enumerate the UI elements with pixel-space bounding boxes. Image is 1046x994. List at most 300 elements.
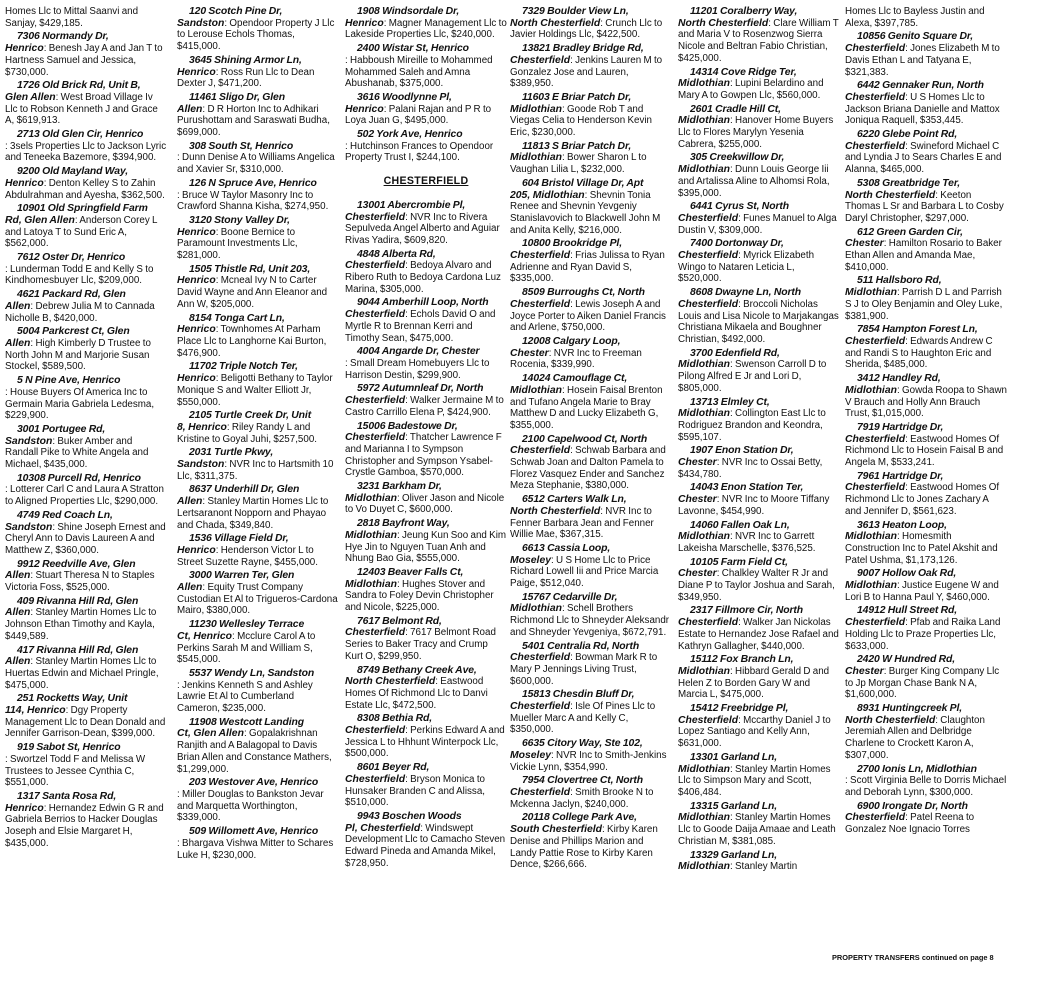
- property-address: 1505 Thistle Rd, Unit 203,: [189, 263, 311, 275]
- transfer-entry: [177, 717, 339, 776]
- transfer-details: [345, 141, 507, 164]
- property-locality: 205, Midlothian: [510, 189, 585, 201]
- transfer-details: [510, 104, 672, 139]
- column-2: [177, 6, 339, 992]
- transfer-entry: [345, 713, 507, 760]
- property-locality: Midlothian: [510, 603, 562, 615]
- property-locality: Midlothian: [510, 103, 562, 115]
- property-address: 3001 Portugee Rd,: [17, 423, 106, 435]
- transfer-parties-price: : Magner Management Llc to Lakeside Properties Llc, $240,000.: [345, 17, 507, 41]
- transfer-parties-price: : NVR Inc to Garrett Lakeisha Marschelle, $376,525.: [678, 531, 816, 554]
- transfer-details: [345, 212, 507, 247]
- property-locality: Chesterfield: [678, 617, 739, 629]
- property-address: 15813 Chesdin Bluff Dr,: [522, 689, 635, 701]
- property-locality: Allen: [5, 656, 31, 668]
- transfer-details: [510, 55, 672, 90]
- property-locality: Midlothian: [678, 115, 730, 127]
- transfer-details: [678, 408, 840, 443]
- transfer-details: [177, 582, 339, 617]
- transfer-entry: [345, 92, 507, 127]
- transfer-entry: [5, 203, 167, 250]
- transfer-entry: [5, 6, 167, 29]
- transfer-parties-price: : Palani Rajan and P R to Loya Juan G, $495,000.: [345, 103, 492, 127]
- transfer-entry: [678, 67, 840, 102]
- transfer-entry: [177, 668, 339, 715]
- transfer-parties-price: : Stanley Martin Homes Llc to Huertas Edwin and Michael Pringle, $475,000.: [5, 656, 159, 691]
- transfer-details: [678, 164, 840, 199]
- transfer-details: [5, 570, 167, 593]
- transfer-parties-price: : Stanley Martin Homes Llc to Johnson Ethan Timothy and Kayla, $449,589.: [5, 607, 157, 642]
- transfer-details: [510, 787, 672, 810]
- transfer-entry: [510, 592, 672, 639]
- transfer-entry: [845, 80, 1007, 127]
- property-locality: Midlothian: [678, 164, 730, 176]
- property-address: 10308 Purcell Rd, Henrico: [17, 472, 141, 484]
- property-address: 1317 Santa Rosa Rd,: [17, 791, 117, 802]
- transfer-parties-price: : Stanley Martin Homes Llc to Lertsaranont Nopporn and Phayao and Chada, $349,840.: [177, 496, 329, 531]
- transfer-details: [5, 484, 167, 507]
- transfer-details: [177, 324, 339, 359]
- property-address: 6613 Cassia Loop,: [522, 542, 611, 554]
- transfer-entry: [845, 764, 1007, 799]
- property-address: 11702 Triple Notch Ter,: [189, 361, 298, 373]
- property-address: 6442 Gennaker Run, North: [857, 80, 984, 92]
- transfer-details: [5, 754, 167, 789]
- property-address: 7919 Hartridge Dr,: [857, 421, 944, 433]
- transfer-parties-price: : Lunderman Todd E and Kelly S to Kindhomesbuyer Llc, $209,000.: [5, 263, 154, 287]
- transfer-entry: [678, 605, 840, 652]
- transfer-details: [5, 6, 167, 29]
- transfer-parties-price: : Chalkley Walter R Jr and Diane P to Taylor Joshua and Sarah, $349,950.: [678, 568, 835, 603]
- transfer-entry: [510, 543, 672, 590]
- transfer-entry: [5, 80, 167, 127]
- transfer-parties-price: : Lewis Joseph A and Joyce Porter to Aiken Daniel Francis and Arlene, $750,000.: [510, 298, 666, 334]
- transfer-details: [845, 190, 1007, 225]
- property-address: 203 Westover Ave, Henrico: [189, 777, 319, 789]
- transfer-details: [5, 178, 167, 201]
- transfer-details: [678, 531, 840, 554]
- property-locality: Chesterfield: [678, 714, 739, 726]
- property-address: 8509 Burroughs Ct, North: [522, 287, 645, 299]
- transfer-details: [177, 459, 339, 482]
- transfer-parties-price: : Edwards Andrew C and Randi S to Haughton Eric and Sherida, $485,000.: [845, 335, 993, 371]
- property-locality: Chesterfield: [345, 725, 406, 737]
- transfer-details: [510, 652, 672, 687]
- property-locality: North Chesterfield: [510, 505, 601, 517]
- transfer-entry: [845, 31, 1007, 78]
- transfer-details: [345, 358, 507, 381]
- property-locality: North Chesterfield: [510, 17, 601, 29]
- transfer-entry: [345, 665, 507, 712]
- transfer-entry: [5, 596, 167, 643]
- transfer-details: [345, 579, 507, 614]
- transfer-parties-price: : Habboush Mireille to Mohammed Mohammed Saleh and Amna Abushanab, $375,000.: [345, 54, 493, 90]
- property-address: 13329 Garland Ln,: [690, 849, 778, 861]
- property-address: 502 York Ave, Henrico: [357, 129, 463, 141]
- transfer-details: [510, 603, 672, 638]
- footer-continued: continued on page 8: [921, 953, 994, 962]
- property-address: 9044 Amberhill Loop, North: [357, 297, 489, 309]
- property-locality: Henrico: [5, 43, 44, 55]
- transfer-parties-price: : D R Horton Inc to Adhikari Purushottam and Saraswati Budha, $699,000.: [177, 103, 330, 139]
- transfer-entry: [177, 533, 339, 568]
- transfer-parties-price: : NVR Inc to Smith-Jenkins Vickie Lynn, $354,990.: [510, 749, 667, 773]
- property-locality: Chesterfield: [845, 43, 906, 55]
- property-locality: Chesterfield: [678, 212, 739, 224]
- transfer-entry: [845, 801, 1007, 836]
- transfer-entry: [510, 689, 672, 736]
- transfer-details: [177, 545, 339, 568]
- property-locality: North Chesterfield: [345, 676, 436, 688]
- property-address: 3700 Edenfield Rd,: [690, 347, 780, 359]
- property-locality: Chester: [510, 347, 549, 359]
- transfer-details: [678, 78, 840, 101]
- property-locality: Henrico: [177, 275, 216, 287]
- transfer-parties-price: : Dunn Denise A to Williams Angelica and Xavier Sr, $310,000.: [177, 152, 335, 176]
- property-locality: Henrico: [5, 802, 44, 814]
- transfer-parties-price: : Boone Bernice to Paramount Investments Llc, $281,000.: [177, 226, 298, 262]
- property-locality: Chester: [678, 457, 717, 469]
- property-locality: 114, Henrico: [5, 705, 66, 717]
- property-locality: Allen: [5, 337, 31, 349]
- property-locality: Henrico: [345, 103, 384, 115]
- property-address: 11201 Coralberry Way,: [690, 6, 798, 17]
- property-address: 4848 Alberta Rd,: [357, 248, 436, 260]
- transfer-entry: [678, 801, 840, 848]
- transfer-details: [845, 238, 1007, 273]
- transfer-parties-price: : U S Home Llc to Price Richard Lowell Iii and Price Marcia Paige, $512,040.: [510, 554, 659, 590]
- transfer-parties-price: : Funes Manuel to Alga Dustin V, $309,000.: [678, 212, 837, 236]
- transfer-entry: [5, 326, 167, 373]
- transfer-details: [510, 348, 672, 371]
- property-address: 4621 Packard Rd, Glen: [17, 289, 126, 301]
- transfer-parties-price: : NVR Inc to Rivera Sepulveda Angel Alberto and Aguiar Rivas Yadira, $609,820.: [345, 211, 500, 246]
- transfer-details: [177, 838, 339, 861]
- transfer-parties-price: Homes Llc to Mittal Saanvi and Sanjay, $429,185.: [5, 6, 139, 29]
- transfer-entry: [177, 6, 339, 53]
- transfer-details: [678, 494, 840, 517]
- property-address: 7306 Normandy Dr,: [17, 31, 109, 43]
- transfer-details: [177, 789, 339, 824]
- transfer-entry: [5, 791, 167, 850]
- transfer-entry: [510, 434, 672, 493]
- property-locality: Henrico: [177, 324, 216, 336]
- property-locality: Chesterfield: [678, 298, 739, 310]
- property-locality: Allen: [177, 496, 203, 508]
- property-address: 8154 Tonga Cart Ln,: [189, 312, 285, 324]
- property-address: 1726 Old Brick Rd, Unit B,: [17, 80, 141, 92]
- transfer-details: [177, 422, 339, 445]
- transfer-details: [845, 434, 1007, 469]
- transfer-entry: [177, 55, 339, 90]
- transfer-details: [510, 250, 672, 285]
- property-locality: Sandston: [5, 521, 53, 533]
- transfer-parties-price: : Echols David O and Myrtle R to Brennan Kerri and Timothy Sean, $475,000.: [345, 309, 496, 344]
- property-address: 126 N Spruce Ave, Henrico: [189, 177, 317, 189]
- transfer-details: [345, 774, 507, 809]
- property-address: 4004 Angarde Dr, Chester: [357, 346, 480, 358]
- transfer-entry: [177, 826, 339, 861]
- property-address: 7400 Dortonway Dr,: [690, 238, 784, 250]
- property-address: 511 Hallsboro Rd,: [857, 275, 942, 287]
- transfer-parties-price: : Frias Julissa to Ryan Adrienne and Ryan David S, $335,000.: [510, 250, 665, 285]
- transfer-parties-price: : Isle Of Pines Llc to Mueller Marc A and Kelly C, $350,000.: [510, 701, 656, 736]
- transfer-details: [345, 493, 507, 516]
- transfer-parties-price: : Smith Brooke N to Mckenna Jaclyn, $240,000.: [510, 787, 654, 810]
- transfer-entry: [678, 397, 840, 444]
- transfer-details: [510, 750, 672, 773]
- transfer-details: [345, 55, 507, 90]
- transfer-parties-price: : Broccoli Nicholas Louis and Lisa Nicole to Marjakangas Christiana Mikaela and Boughner Christian, $492,000.: [678, 298, 839, 345]
- property-address: 13301 Garland Ln,: [690, 751, 778, 763]
- transfer-parties-price: : Hosein Faisal Brenton and Tufano Angela Marie to Bray Matthew D and Lucky Elizabeth G, $355,000.: [510, 384, 663, 431]
- transfer-parties-price: : Bowman Mark R to Mary P Jennings Living Trust, $600,000.: [510, 652, 658, 687]
- property-address: 10800 Brookridge Pl,: [522, 238, 622, 250]
- transfer-details: [177, 227, 339, 262]
- transfer-entry: [678, 520, 840, 555]
- transfer-details: [345, 725, 507, 760]
- property-address: 2818 Bayfront Way,: [357, 518, 450, 530]
- transfer-entry: [345, 762, 507, 809]
- transfer-entry: [177, 361, 339, 408]
- section-heading: CHESTERFIELD: [383, 175, 469, 188]
- transfer-details: [845, 666, 1007, 701]
- property-address: 2317 Fillmore Cir, North: [690, 605, 804, 617]
- transfer-parties-price: : Hibbard Gerald D and Helen Z to Borden Gary W and Marcia L, $475,000.: [678, 665, 830, 701]
- transfer-parties-price: : Bedoya Alvaro and Ribero Ruth to Bedoya Cardona Luz Marina, $305,000.: [345, 260, 501, 295]
- transfer-parties-price: : Collington East Llc to Rodriguez Brandon and Keondra, $595,107.: [678, 408, 826, 443]
- property-address: 12008 Calgary Loop,: [522, 335, 621, 347]
- transfer-details: [5, 656, 167, 691]
- property-locality: Allen: [177, 103, 203, 115]
- transfer-details: [345, 530, 507, 565]
- property-address: 251 Rocketts Way, Unit: [17, 693, 128, 705]
- property-address: 120 Scotch Pine Dr,: [189, 6, 283, 17]
- property-locality: Midlothian: [678, 408, 730, 420]
- transfer-entry: [345, 567, 507, 614]
- property-address: 3231 Barkham Dr,: [357, 481, 442, 493]
- transfer-details: [177, 152, 339, 175]
- property-address: 2601 Cradle Hill Ct,: [690, 103, 781, 115]
- property-locality: Chesterfield: [510, 445, 571, 457]
- property-address: 9912 Reedville Ave, Glen: [17, 558, 136, 570]
- property-locality: Ct, Henrico: [177, 630, 233, 642]
- transfer-entry: [845, 605, 1007, 652]
- transfer-details: [5, 705, 167, 740]
- transfer-parties-price: : Benesh Jay A and Jan T to Hartness Samuel and Jessica, $730,000.: [5, 43, 163, 78]
- property-address: 11813 S Briar Patch Dr,: [522, 140, 632, 152]
- transfer-entry: [177, 619, 339, 666]
- transfer-entry: [510, 336, 672, 371]
- transfer-entry: [177, 141, 339, 176]
- transfer-parties-price: : Small Dream Homebuyers Llc to Harrison Destin, $299,900.: [345, 357, 490, 381]
- transfer-parties-price: : Dgy Property Management Llc to Dean Donald and Jennifer Garrison-Dean, $399,000.: [5, 705, 166, 740]
- property-address: 7329 Boulder View Ln,: [522, 6, 629, 17]
- transfer-details: [510, 152, 672, 175]
- transfer-details: [5, 92, 167, 127]
- property-address: 7612 Oster Dr, Henrico: [17, 252, 126, 264]
- property-locality: Chesterfield: [845, 335, 906, 347]
- transfer-parties-price: : Bruce W Taylor Masonry Inc to Crawford Shanna Kisha, $274,950.: [177, 189, 329, 213]
- property-locality: Moseley: [510, 749, 552, 761]
- property-address: 305 Creekwillow Dr,: [690, 152, 785, 164]
- transfer-details: [678, 250, 840, 285]
- transfer-parties-price: : Burger King Company Llc to Jp Morgan Chase Bank N A, $1,600,000.: [845, 665, 1000, 701]
- transfer-entry: [345, 481, 507, 516]
- property-locality: Midlothian: [678, 531, 730, 543]
- transfer-details: [845, 92, 1007, 127]
- property-locality: Chester: [678, 568, 717, 580]
- transfer-parties-price: : Lupini Belardino and Mary A to Gowpen Llc, $560,000.: [678, 78, 824, 101]
- transfer-details: [5, 436, 167, 471]
- property-address: 9943 Boschen Woods: [357, 811, 462, 822]
- transfer-parties-price: : Shine Joseph Ernest and Cheryl Ann to Davis Laureen A and Matthew Z, $360,000.: [5, 521, 166, 556]
- transfer-entry: [345, 811, 507, 870]
- property-locality: Rd, Glen Allen: [5, 214, 75, 226]
- property-locality: Chesterfield: [510, 652, 571, 664]
- property-locality: Sandston: [177, 459, 225, 471]
- property-locality: Chesterfield: [345, 309, 406, 321]
- property-address: 13821 Bradley Bridge Rd,: [522, 43, 644, 55]
- transfer-parties-price: : Henderson Victor L to Street Suzette Rayne, $455,000.: [177, 544, 318, 568]
- transfer-details: [845, 715, 1007, 762]
- property-address: 11461 Sligo Dr, Glen: [189, 91, 285, 103]
- transfer-entry: [678, 654, 840, 701]
- property-locality: Chesterfield: [510, 250, 571, 262]
- transfer-details: [345, 823, 507, 870]
- property-address: 3616 Woodlynne Pl,: [357, 91, 452, 103]
- transfer-details: [345, 395, 507, 418]
- property-locality: Henrico: [177, 544, 216, 556]
- property-address: 919 Sabot St, Henrico: [17, 742, 121, 754]
- column-3: [345, 6, 507, 992]
- column-5: [678, 6, 840, 992]
- transfer-entry: [5, 166, 167, 201]
- transfer-entry: [678, 752, 840, 799]
- property-locality: Midlothian: [510, 152, 562, 164]
- transfer-entry: [510, 738, 672, 773]
- transfer-entry: [678, 445, 840, 480]
- property-locality: Chesterfield: [845, 91, 906, 103]
- continued-footer: [832, 953, 1044, 962]
- transfer-entry: [345, 346, 507, 381]
- transfer-details: [177, 67, 339, 90]
- property-locality: Allen: [5, 607, 31, 619]
- property-locality: Ct, Glen Allen: [177, 728, 244, 740]
- transfer-parties-price: : Mccarthy Daniel J to Lopez Santiago and Kelly Ann, $631,000.: [678, 714, 831, 750]
- property-address: 11908 Westcott Landing: [189, 716, 304, 728]
- transfer-parties-price: : Eastwood Homes Of Richmond Llc to Jones Zachary A and Jennifer D, $561,623.: [845, 482, 1000, 517]
- transfer-entry: [5, 424, 167, 471]
- transfer-details: [510, 555, 672, 590]
- transfer-details: [845, 336, 1007, 371]
- property-locality: North Chesterfield: [845, 714, 936, 726]
- transfer-parties-price: : Dunn Louis George Iii and Artalissa Aline to Alhomsi Rola, $395,000.: [678, 164, 830, 199]
- transfer-parties-price: : Shevnin Tonia Renee and Shevnin Yevgeniy Stanislavovich to Blackwell John M and Anita Kelly, $216,000.: [510, 189, 661, 236]
- transfer-parties-price: : House Buyers Of America Inc to Germain Maria Gabriela Ledesma, $229,900.: [5, 386, 155, 422]
- property-locality: North Chesterfield: [678, 17, 769, 29]
- property-locality: Glen Allen: [5, 91, 56, 103]
- transfer-entry: [845, 471, 1007, 518]
- transfer-parties-price: : 3sels Properties Llc to Jackson Lyric and Teneeka Bazemore, $394,900.: [5, 140, 167, 164]
- transfer-entry: [177, 215, 339, 262]
- transfer-parties-price: : Claughton Jeremiah Allen and Delbridge Charlene to Crockett Karon A, $307,000.: [845, 714, 985, 761]
- transfer-details: [845, 6, 1007, 29]
- property-address: 7617 Belmont Rd,: [357, 615, 442, 627]
- transfer-details: [5, 607, 167, 642]
- transfer-details: [678, 299, 840, 346]
- transfer-parties-price: : Anderson Corey L and Latoya T to Sund Eric A, $562,000.: [5, 214, 158, 250]
- property-address: 8749 Bethany Creek Ave,: [357, 664, 477, 676]
- property-address: 5972 Autumnleaf Dr, North: [357, 383, 484, 395]
- transfer-details: [5, 522, 167, 557]
- transfer-entry: [345, 383, 507, 418]
- transfer-details: [177, 373, 339, 408]
- transfer-parties-price: : Mcneal Ivy N to Carter David Wayne and Ann Eleanor and Ann W, $205,000.: [177, 275, 328, 310]
- property-locality: Chesterfield: [345, 211, 406, 223]
- transfer-entry: [678, 238, 840, 285]
- property-address: 14912 Hull Street Rd,: [857, 605, 958, 617]
- property-address: 6635 Citory Way, Ste 102,: [522, 738, 643, 750]
- property-locality: Sandston: [177, 17, 225, 29]
- property-address: 14060 Fallen Oak Ln,: [690, 519, 790, 531]
- property-address: 2420 W Hundred Rd,: [857, 654, 956, 666]
- transfer-parties-price: : Townhomes At Parham Place Llc to Langhorne Kai Burton, $476,900.: [177, 324, 327, 359]
- transfer-entry: [510, 43, 672, 90]
- property-locality: Chester: [845, 238, 884, 250]
- transfer-entry: [177, 570, 339, 617]
- transfer-details: [678, 457, 840, 480]
- transfer-details: [845, 812, 1007, 835]
- transfer-parties-price: : Hernandez Edwin G R and Gabriela Berrios to Hacker Douglas Joseph and Elsie Margaret H, $435,000.: [5, 802, 164, 849]
- property-address: 409 Rivanna Hill Rd, Glen: [17, 595, 139, 607]
- transfer-entry: [345, 616, 507, 663]
- transfer-entry: [5, 473, 167, 508]
- transfer-entry: [845, 275, 1007, 322]
- transfer-parties-price: : Thatcher Lawrence F and Marianna I to Sympson Christopher and Sympson Ysabel-Crystle Gamboa, $570,000.: [345, 432, 502, 479]
- property-locality: Chesterfield: [678, 250, 739, 262]
- transfer-details: [678, 359, 840, 394]
- property-locality: Allen: [5, 300, 31, 312]
- transfer-parties-price: : Patel Reena to Gonzalez Noe Ignacio Torres: [845, 812, 975, 836]
- transfer-parties-price: : NVR Inc to Ossai Betty, $434,780.: [678, 457, 823, 480]
- property-locality: Allen: [5, 570, 31, 582]
- transfer-parties-price: : Jones Elizabeth M to Davis Ethan L and Tatyana E, $321,383.: [845, 43, 1000, 78]
- property-address: 1908 Windsordale Dr,: [357, 6, 460, 17]
- transfer-entry: [345, 297, 507, 344]
- transfer-parties-price: : Scott Virginia Belle to Dorris Michael and Deborah Lynn, $300,000.: [845, 775, 1007, 798]
- transfer-parties-price: : NVR Inc to Hartsmith 10 Llc, $311,375.: [177, 459, 334, 482]
- property-locality: Chester: [845, 665, 884, 677]
- transfer-details: [678, 568, 840, 603]
- property-address: 5308 Greatbridge Ter,: [857, 177, 960, 189]
- transfer-parties-price: : Swineford Michael C and Lyndia J to Sears Charles E and Alanna, $465,000.: [845, 140, 1002, 176]
- transfer-entry: [678, 850, 840, 873]
- transfer-entry: [345, 518, 507, 565]
- transfer-parties-price: : Riley Randy L and Kristine to Goyal Juhi, $257,500.: [177, 421, 317, 445]
- property-locality: Henrico: [177, 226, 216, 238]
- transfer-entry: [510, 141, 672, 176]
- transfer-parties-price: : Gowda Roopa to Shawn V Brauch and Holly Ann Brauch Trust, $1,015,000.: [845, 384, 1007, 420]
- transfer-parties-price: : Stuart Theresa N to Staples Victoria Foss, $525,000.: [5, 570, 155, 594]
- transfer-entry: [5, 31, 167, 78]
- transfer-entry: [845, 178, 1007, 225]
- column-1: [5, 6, 167, 992]
- transfer-details: [678, 18, 840, 65]
- transfer-parties-price: : Hamilton Rosario to Baker Ethan Allen and Amanda Mae, $410,000.: [845, 238, 1002, 273]
- transfer-parties-price: : Perkins Edward A and Jessica L to Hhhunt Winterpock Llc, $500,000.: [345, 725, 505, 760]
- property-address: 20118 College Park Ave,: [522, 812, 637, 824]
